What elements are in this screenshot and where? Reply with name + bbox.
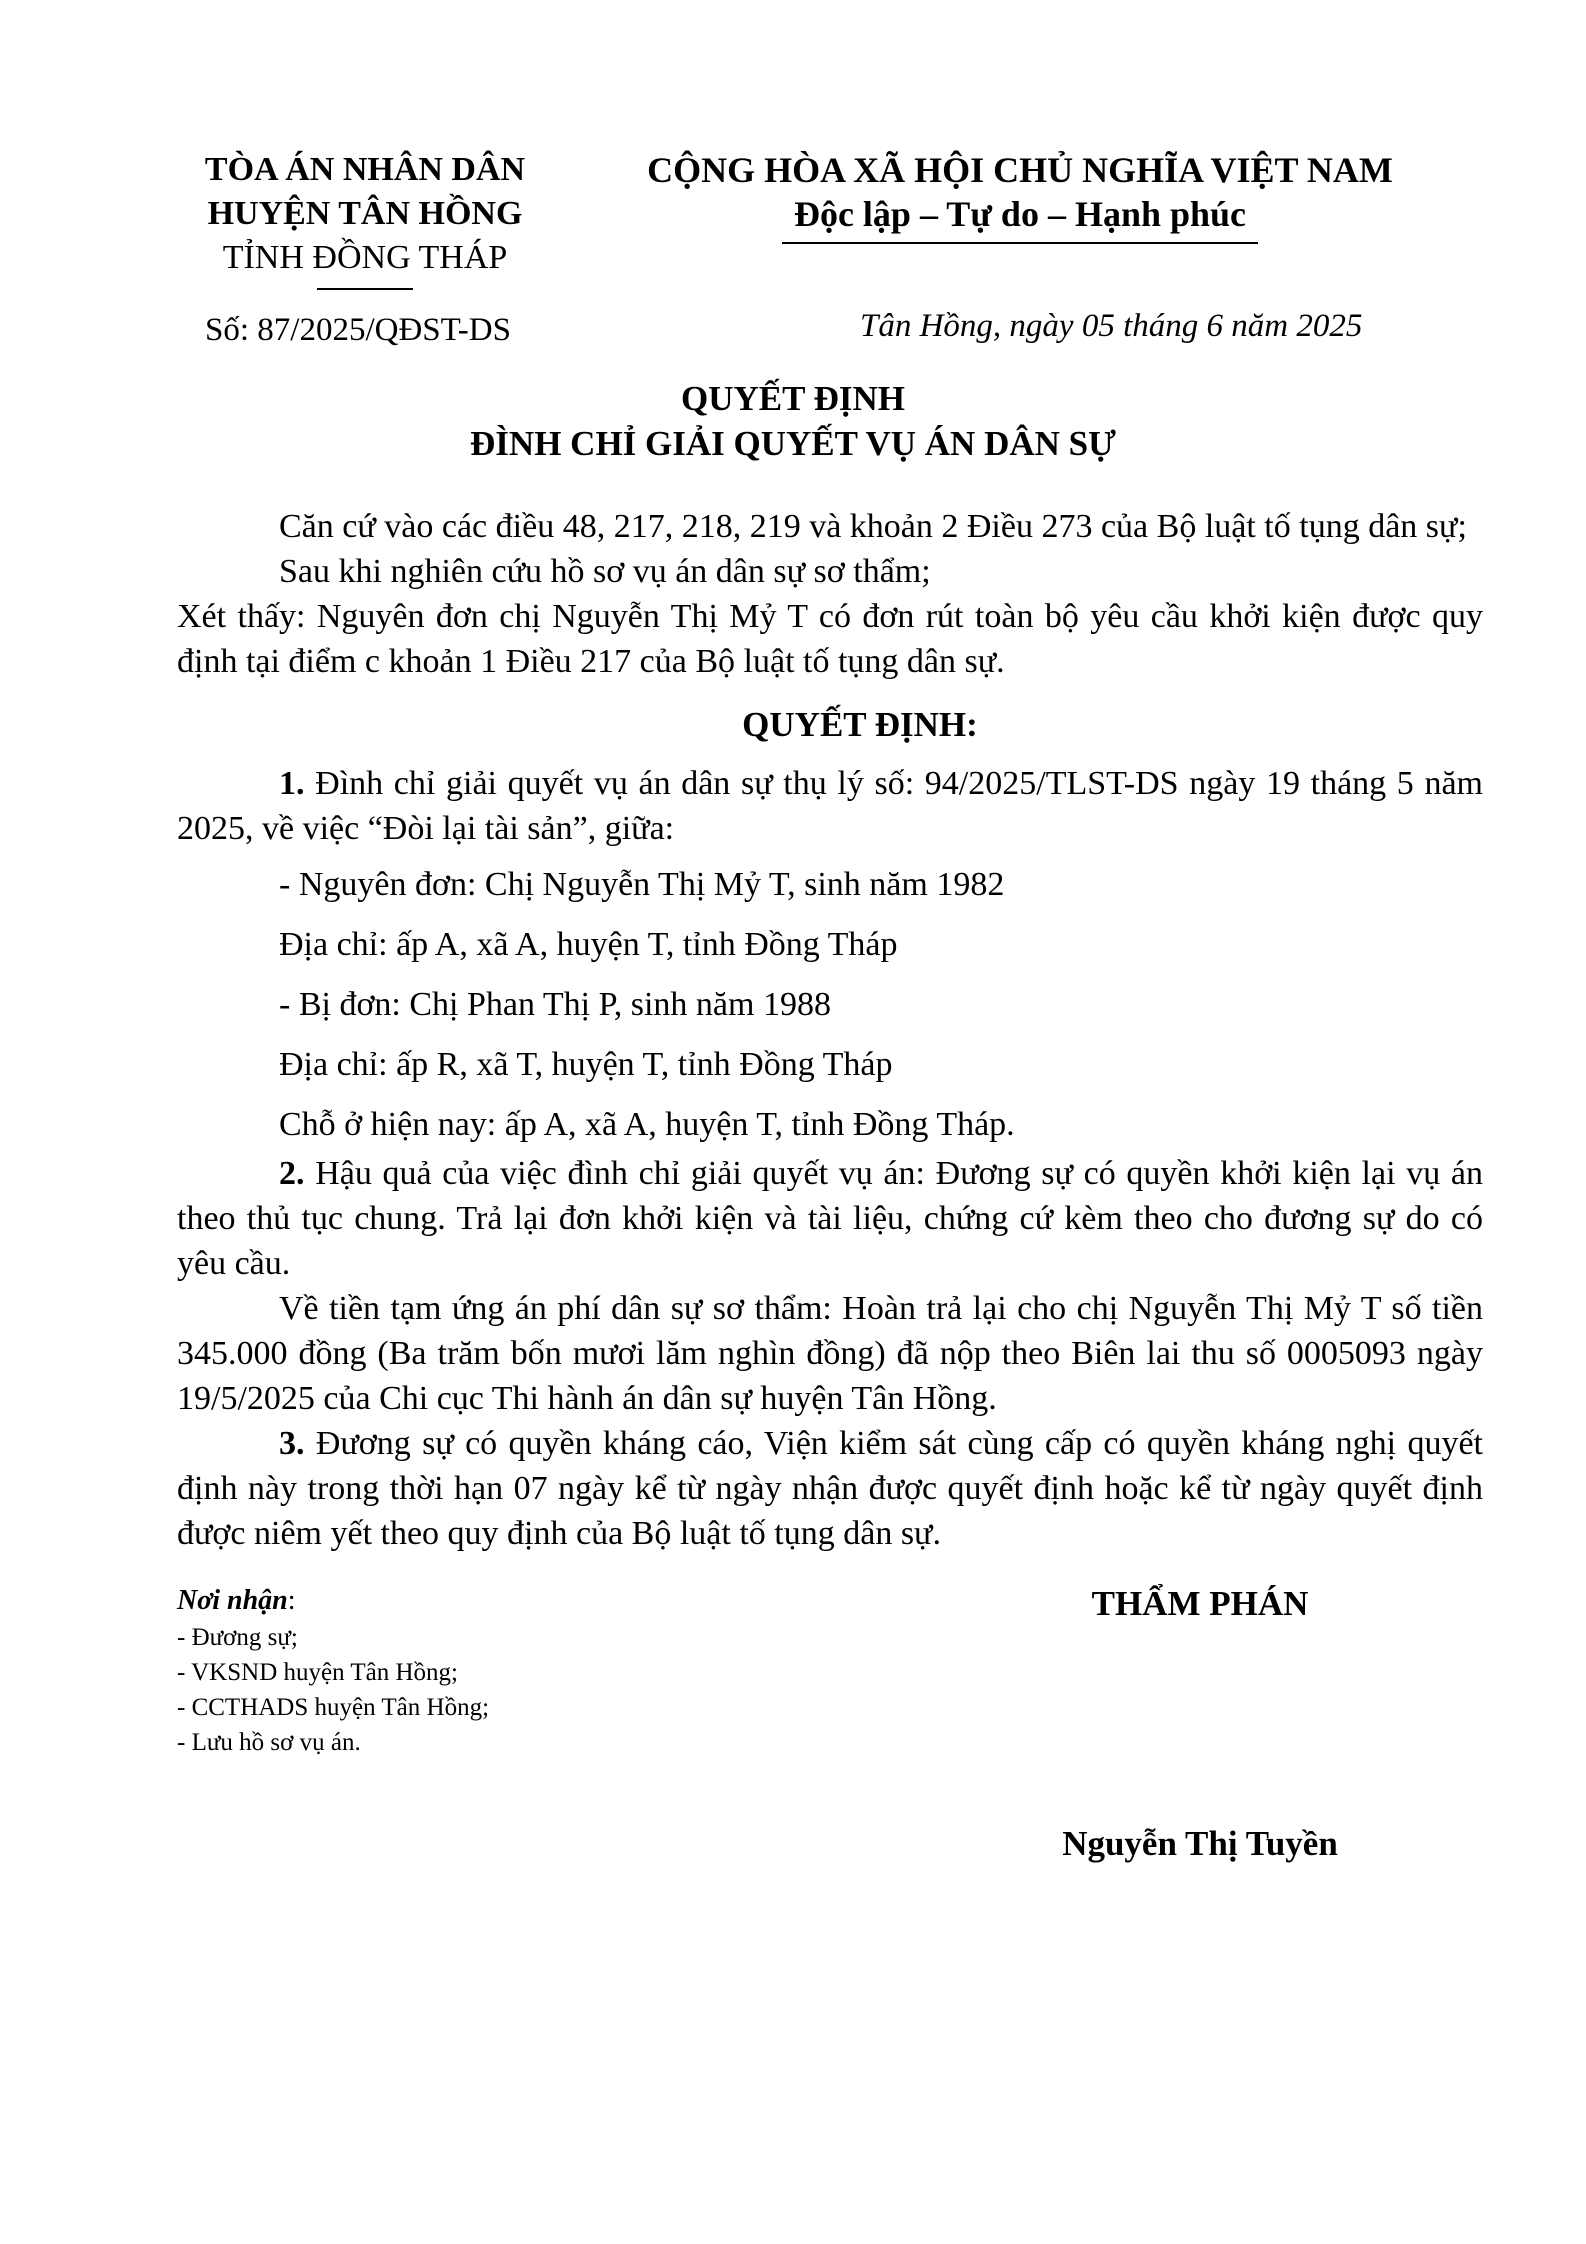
preamble-review: Sau khi nghiên cứu hồ sơ vụ án dân sự sơ thẩm;: [279, 553, 931, 590]
title-line1: QUYẾT ĐỊNH: [681, 379, 905, 418]
national-header: [620, 148, 1420, 244]
court-province: TỈNH ĐỒNG THÁP: [222, 239, 508, 276]
recipient-item: - Đương sự;: [177, 1624, 298, 1651]
decision-heading: QUYẾT ĐỊNH:: [742, 705, 978, 744]
plaintiff-address: Địa chỉ: ấp A, xã A, huyện T, tỉnh Đồng Tháp: [279, 926, 898, 963]
title-line2: ĐÌNH CHỈ GIẢI QUYẾT VỤ ÁN DÂN SỰ: [470, 424, 1116, 463]
recipient-item: - Lưu hồ sơ vụ án.: [177, 1729, 361, 1756]
recipients-label: Nơi nhận: [177, 1585, 288, 1616]
national-motto: Độc lập – Tự do – Hạnh phúc: [793, 194, 1247, 234]
item-text: Hậu quả của việc đình chỉ giải quyết vụ án: Đương sự có quyền khởi kiện lại vụ án theo thủ tục chung. Trả lại đơn khởi kiện và tài liệu, chứng cứ kèm theo cho đương sự do có yêu cầu.: [177, 1155, 1483, 1282]
recipients-block: [177, 1582, 777, 1760]
defendant-line: - Bị đơn: Chị Phan Thị P, sinh năm 1988: [279, 986, 831, 1023]
court-header: [155, 148, 575, 290]
court-divider: [317, 288, 413, 290]
defendant-address: Địa chỉ: ấp R, xã T, huyện T, tỉnh Đồng Tháp: [279, 1046, 893, 1083]
recipients-colon: :: [287, 1585, 296, 1616]
motto-divider: [782, 242, 1258, 244]
document-body: [177, 504, 1483, 1556]
signer-name: Nguyễn Thị Tuyền: [1062, 1824, 1338, 1863]
item-number: 1.: [279, 765, 305, 802]
decision-item-1: [177, 761, 1483, 851]
document-number: Số: 87/2025/QĐST-DS: [205, 312, 511, 348]
court-name-line2: HUYỆN TÂN HỒNG: [207, 195, 523, 232]
signer-title: THẨM PHÁN: [1091, 1584, 1309, 1623]
item-text: Đương sự có quyền kháng cáo, Viện kiểm sát cùng cấp có quyền kháng nghị quyết định này trong thời hạn 07 ngày kể từ ngày nhận được quyết định hoặc kể từ ngày quyết định được niêm yết theo quy định của Bộ luật tố tụng dân sự.: [177, 1425, 1483, 1552]
item-number: 2.: [279, 1155, 305, 1192]
defendant-residence: Chỗ ở hiện nay: ấp A, xã A, huyện T, tỉnh Đồng Tháp.: [279, 1106, 1015, 1143]
document-title: [0, 376, 1586, 466]
country-name: CỘNG HÒA XÃ HỘI CHỦ NGHĨA VIỆT NAM: [647, 150, 1393, 190]
preamble-considering: Xét thấy: Nguyên đơn chị Nguyễn Thị Mỷ T có đơn rút toàn bộ yêu cầu khởi kiện được quy định tại điểm c khoản 1 Điều 217 của Bộ luật tố tụng dân sự.: [177, 598, 1483, 680]
item-number: 3.: [279, 1425, 305, 1462]
plaintiff-line: - Nguyên đơn: Chị Nguyễn Thị Mỷ T, sinh năm 1982: [279, 866, 1005, 903]
recipient-item: - CCTHADS huyện Tân Hồng;: [177, 1694, 490, 1721]
decision-item-2: [177, 1151, 1483, 1286]
item-text: Đình chỉ giải quyết vụ án dân sự thụ lý số: 94/2025/TLST-DS ngày 19 tháng 5 năm 2025, về việc “Đòi lại tài sản”, giữa:: [177, 765, 1483, 847]
court-fee-refund: Về tiền tạm ứng án phí dân sự sơ thẩm: Hoàn trả lại cho chị Nguyễn Thị Mỷ T số tiền 345.000 đồng (Ba trăm bốn mươi lăm nghìn đồng) đã nộp theo Biên lai thu số 0005093 ngày 19/5/2025 của Chi cục Thi hành án dân sự huyện Tân Hồng.: [177, 1290, 1483, 1417]
place-and-date: Tân Hồng, ngày 05 tháng 6 năm 2025: [860, 308, 1363, 344]
recipient-item: - VKSND huyện Tân Hồng;: [177, 1659, 459, 1686]
recipients-heading: [177, 1582, 777, 1620]
court-name-line1: TÒA ÁN NHÂN DÂN: [204, 151, 526, 188]
preamble-legal-basis: Căn cứ vào các điều 48, 217, 218, 219 và khoản 2 Điều 273 của Bộ luật tố tụng dân sự;: [279, 508, 1467, 545]
decision-item-3: [177, 1421, 1483, 1556]
